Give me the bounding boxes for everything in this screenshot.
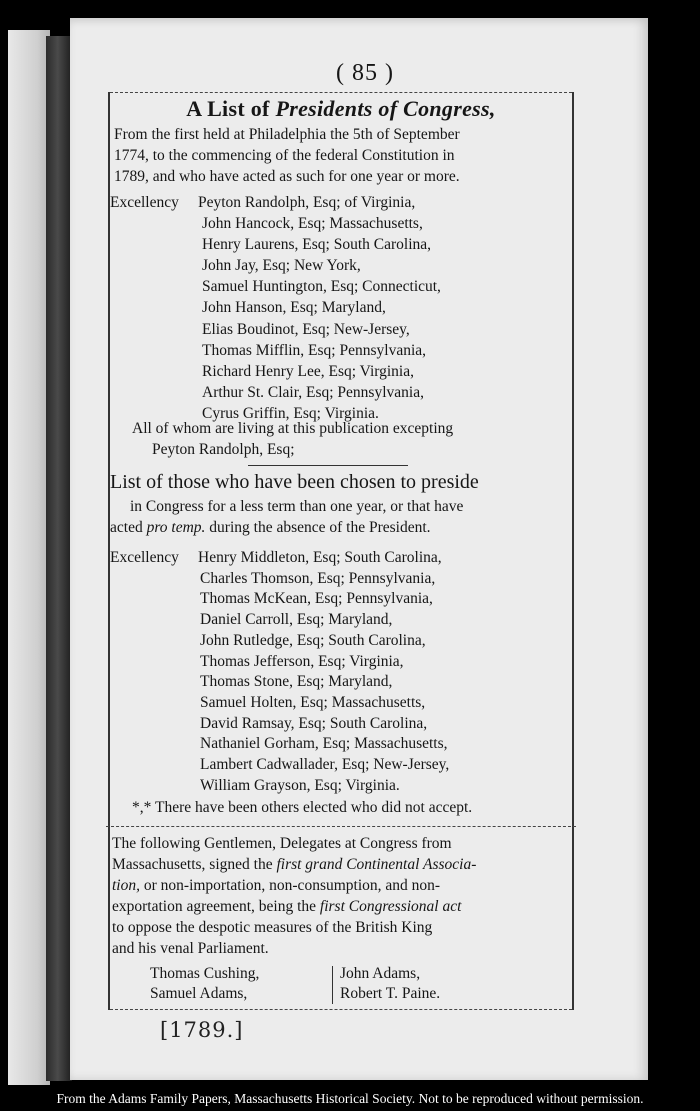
signers-left: Thomas Cushing, Samuel Adams, [150, 965, 260, 1002]
section-subheading: in Congress for a less term than one year, or that have acted pro temp. during the absence of the President. [110, 498, 464, 536]
list-item: David Ramsay, Esq; South Carolina, [200, 714, 428, 732]
list-item: Thomas Jefferson, Esq; Virginia, [200, 652, 404, 670]
handwritten-note: [1789.] [160, 1018, 244, 1042]
list-item: John Hanson, Esq; Maryland, [202, 299, 386, 317]
list-item: Charles Thomson, Esq; Pennsylvania, [200, 569, 436, 587]
living-note: All of whom are living at this publication excepting Peyton Randolph, Esq; [132, 420, 454, 458]
list-item: Richard Henry Lee, Esq; Virginia, [202, 362, 414, 380]
adjacent-page-edge [8, 30, 50, 1085]
list-item: John Jay, Esq; New York, [202, 257, 361, 275]
list-item: Cyrus Griffin, Esq; Virginia. [202, 404, 379, 422]
list-item: Excellency Peyton Randolph, Esq; of Virginia, [110, 194, 416, 211]
presidents-list [110, 192, 441, 424]
copyright-footer: From the Adams Family Papers, Massachusetts Historical Society. Not to be reproduced without permission. [56, 1091, 644, 1106]
title-subtitle: From the first held at Philadelphia the 5th of September 1774, to the commencing of the federal Constitution in 1789, and who have acted as such for one year or more. [114, 126, 460, 185]
list-item: Thomas Mifflin, Esq; Pennsylvania, [202, 341, 427, 359]
bottom-rule [110, 1009, 572, 1010]
list-item: John Rutledge, Esq; South Carolina, [200, 631, 426, 649]
section-heading: List of those who have been chosen to preside [110, 471, 479, 493]
list-item: Lambert Cadwallader, Esq; New-Jersey, [200, 756, 450, 774]
list-item: Thomas Stone, Esq; Maryland, [200, 673, 393, 691]
column-divider [332, 966, 333, 1004]
pro-tem-list [110, 548, 449, 796]
section-divider [248, 465, 408, 466]
list-item: Samuel Holten, Esq; Massachusetts, [200, 693, 426, 711]
list-item: Henry Laurens, Esq; South Carolina, [202, 236, 432, 254]
list-item: Thomas McKean, Esq; Pennsylvania, [200, 590, 433, 608]
list-item: William Grayson, Esq; Virginia. [200, 776, 400, 794]
page-title: A List of Presidents of Congress, [186, 96, 496, 121]
page-number: ( 85 ) [336, 60, 394, 86]
top-rule [110, 92, 572, 93]
list-item: Daniel Carroll, Esq; Maryland, [200, 611, 393, 629]
list-item: Excellency Henry Middleton, Esq; South Carolina, [110, 549, 442, 566]
list-item: Samuel Huntington, Esq; Connecticut, [202, 278, 441, 296]
footnote: *,* There have been others elected who did not accept. [132, 799, 473, 816]
delegates-paragraph: The following Gentlemen, Delegates at Congress from Massachusetts, signed the first grand Continental Associa- tion, or non-importation, non-consumption, and non- exportation agreement, being the first Congressional act to oppose the despotic measures of the British King and his venal Parliament. [112, 835, 477, 957]
document-page [70, 18, 648, 1080]
list-item: John Hancock, Esq; Massachusetts, [202, 215, 423, 233]
list-item: Arthur St. Clair, Esq; Pennsylvania, [202, 383, 424, 401]
list-item: Nathaniel Gorham, Esq; Massachusetts, [200, 735, 448, 753]
book-spine [46, 36, 72, 1081]
section-divider [106, 826, 576, 827]
text-frame [108, 92, 574, 1010]
signers-right: John Adams, Robert T. Paine. [340, 965, 441, 1002]
list-item: Elias Boudinot, Esq; New-Jersey, [202, 320, 410, 338]
